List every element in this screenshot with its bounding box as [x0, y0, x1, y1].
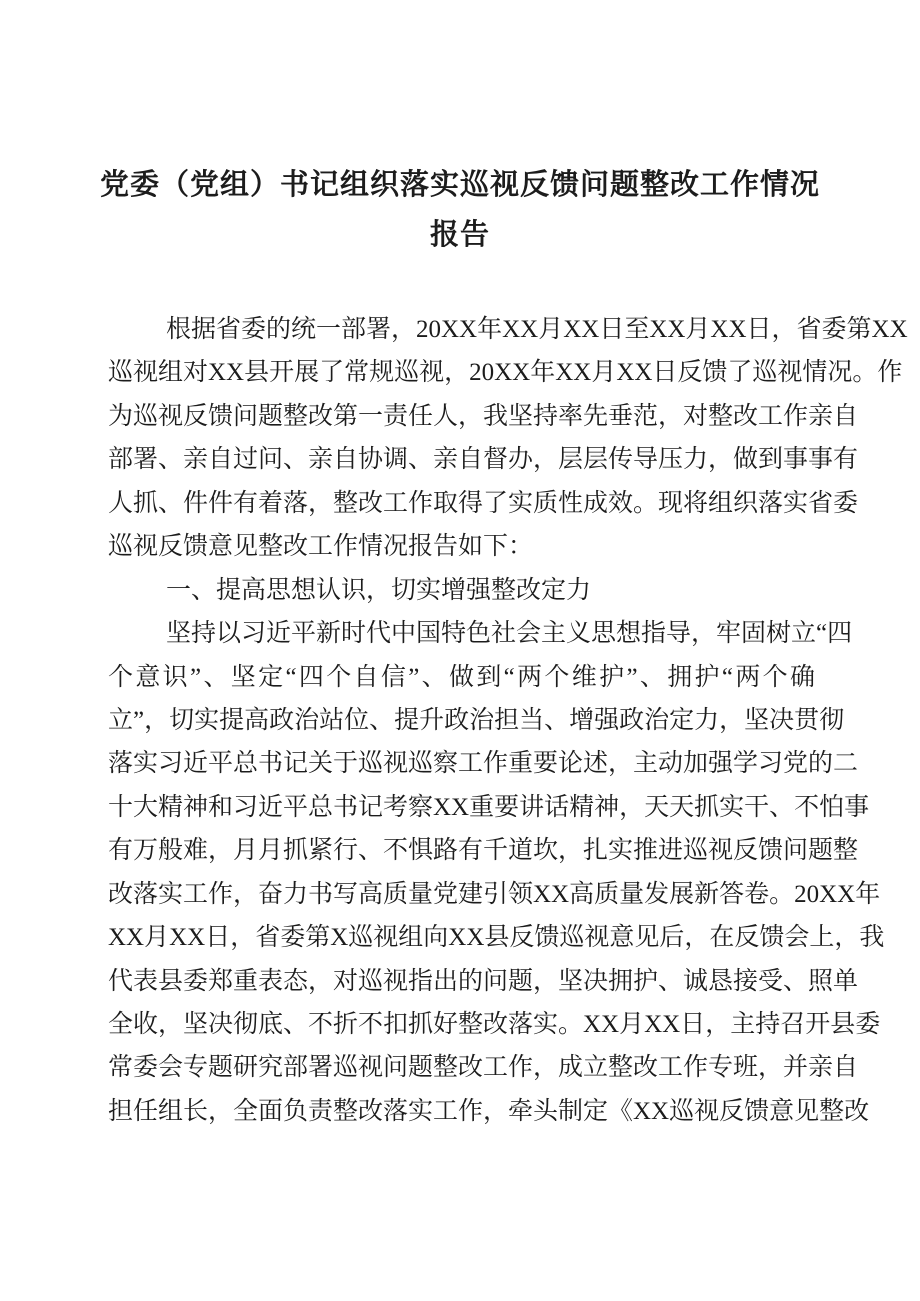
body-line: 巡视组对XX县开展了常规巡视，20XX年XX月XX日反馈了巡视情况。作: [108, 359, 903, 387]
body-line: 根据省委的统一部署，20XX年XX月XX日至XX月XX日，省委第XX: [166, 316, 908, 343]
body-line: 改落实工作，奋力书写高质量党建引领XX高质量发展新答卷。20XX年: [108, 880, 881, 908]
body-line: 常委会专题研究部署巡视问题整改工作，成立整改工作专班，并亲自: [108, 1054, 859, 1082]
body-line: 人抓、件件有着落，整改工作取得了实质性成效。现将组织落实省委: [108, 489, 859, 517]
body-line: 全收，坚决彻底、不折不扣抓好整改落实。XX月XX日，主持召开县委: [108, 1011, 881, 1038]
body-line: 十大精神和习近平总书记考察XX重要讲话精神，天天抓实干、不怕事: [108, 793, 870, 821]
body-line: 部署、亲自过问、亲自协调、亲自督办，层层传导压力，做到事事有: [108, 446, 859, 474]
body-line: 个意识”、坚定“四个自信”、做到“两个维护”、拥护“两个确: [108, 663, 815, 691]
body-line: 坚持以习近平新时代中国特色社会主义思想指导，牢固树立“四: [166, 620, 853, 648]
body-line: 落实习近平总书记关于巡视巡察工作重要论述，主动加强学习党的二: [108, 750, 859, 778]
body-line: 为巡视反馈问题整改第一责任人，我坚持率先垂范，对整改工作亲自: [108, 402, 859, 430]
body-line: 一、提高思想认识，切实增强整改定力: [166, 576, 592, 604]
body-line: XX月XX日，省委第X巡视组向XX县反馈巡视意见后，在反馈会上，我: [108, 924, 885, 952]
body-line: 有万般难，月月抓紧行、不惧路有千道坎，扎实推进巡视反馈问题整: [108, 837, 859, 865]
body-line: 巡视反馈意见整改工作情况报告如下：: [108, 533, 534, 561]
document-title-line: 报告: [429, 219, 490, 251]
document-body: [108, 308, 908, 1133]
body-line: 立”，切实提高政治站位、提升政治担当、增强政治定力，坚决贯彻: [108, 706, 845, 734]
document-title: [0, 160, 920, 260]
document-title-line: 党委（党组）书记组织落实巡视反馈问题整改工作情况: [99, 169, 820, 201]
body-line: 代表县委郑重表态，对巡视指出的问题，坚决拥护、诚恳接受、照单: [108, 967, 859, 995]
body-line: 担任组长，全面负责整改落实工作，牵头制定《XX巡视反馈意见整改: [108, 1097, 870, 1125]
